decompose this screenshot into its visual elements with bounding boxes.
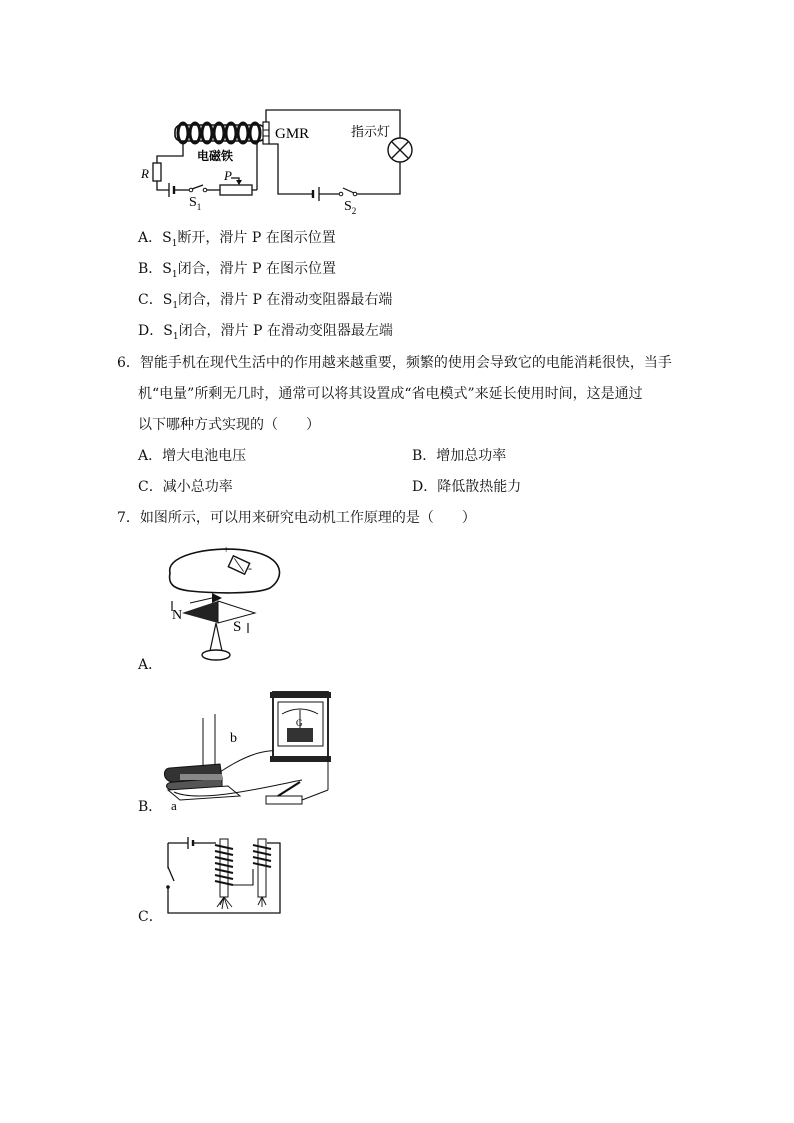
north-pole-label: N xyxy=(172,608,183,623)
q7-figure-c xyxy=(160,833,290,921)
slider-p-label: P xyxy=(224,168,232,183)
q7-option-a-label[interactable]: A． xyxy=(138,657,163,673)
switch-s1-label: $S_1$ xyxy=(189,195,202,212)
q6-stem-line-1: 6．智能手机在现代生活中的作用越来越重要，频繁的使用会导致它的电能消耗很快，当手 xyxy=(117,355,672,371)
point-b-label: b xyxy=(230,731,237,746)
q5-option-c[interactable]: C．$S_1$闭合，滑片 P 在滑动变阻器最右端 xyxy=(138,292,393,311)
indicator-lamp-label: 指示灯 xyxy=(351,125,391,140)
q6-stem-line-3: 以下哪种方式实现的（ ） xyxy=(138,417,320,433)
q7-option-c-label[interactable]: C． xyxy=(138,909,163,925)
battery-minus-sign: - xyxy=(248,561,252,575)
q6-stem-line-2: 机“电量”所剩无几时，通常可以将其设置成“省电模式”来延长使用时间，这是通过 xyxy=(138,386,643,402)
q5-option-d[interactable]: D．$S_1$闭合，滑片 P 在滑动变阻器最左端 xyxy=(138,323,393,342)
switch-s2-label: $S_2$ xyxy=(344,199,357,216)
resistor-r-label: R xyxy=(141,166,149,181)
q6-option-b[interactable]: B．增加总功率 xyxy=(412,448,507,464)
q5-option-b[interactable]: B．$S_1$闭合，滑片 P 在图示位置 xyxy=(138,261,336,280)
q7-figure-b xyxy=(160,690,335,815)
q6-option-d[interactable]: D．降低散热能力 xyxy=(412,479,522,495)
q6-option-c[interactable]: C．减小总功率 xyxy=(138,479,233,495)
gmr-label: GMR xyxy=(275,126,310,142)
battery-plus-sign: + xyxy=(223,544,230,556)
q5-option-a[interactable]: A．$S_1$断开，滑片 P 在图示位置 xyxy=(138,230,336,249)
q7-stem: 7．如图所示，可以用来研究电动机工作原理的是（ ） xyxy=(117,510,476,526)
point-a-label: a xyxy=(171,798,177,813)
south-pole-label: S xyxy=(233,619,242,635)
q7-option-b-label[interactable]: B． xyxy=(138,799,163,815)
galvanometer-g-label: G xyxy=(296,718,303,728)
q7-figure-a xyxy=(160,543,290,668)
q6-option-a[interactable]: A．增大电池电压 xyxy=(138,448,247,464)
electromagnet-label: 电磁铁 xyxy=(197,149,234,163)
q5-circuit-figure xyxy=(135,108,425,218)
